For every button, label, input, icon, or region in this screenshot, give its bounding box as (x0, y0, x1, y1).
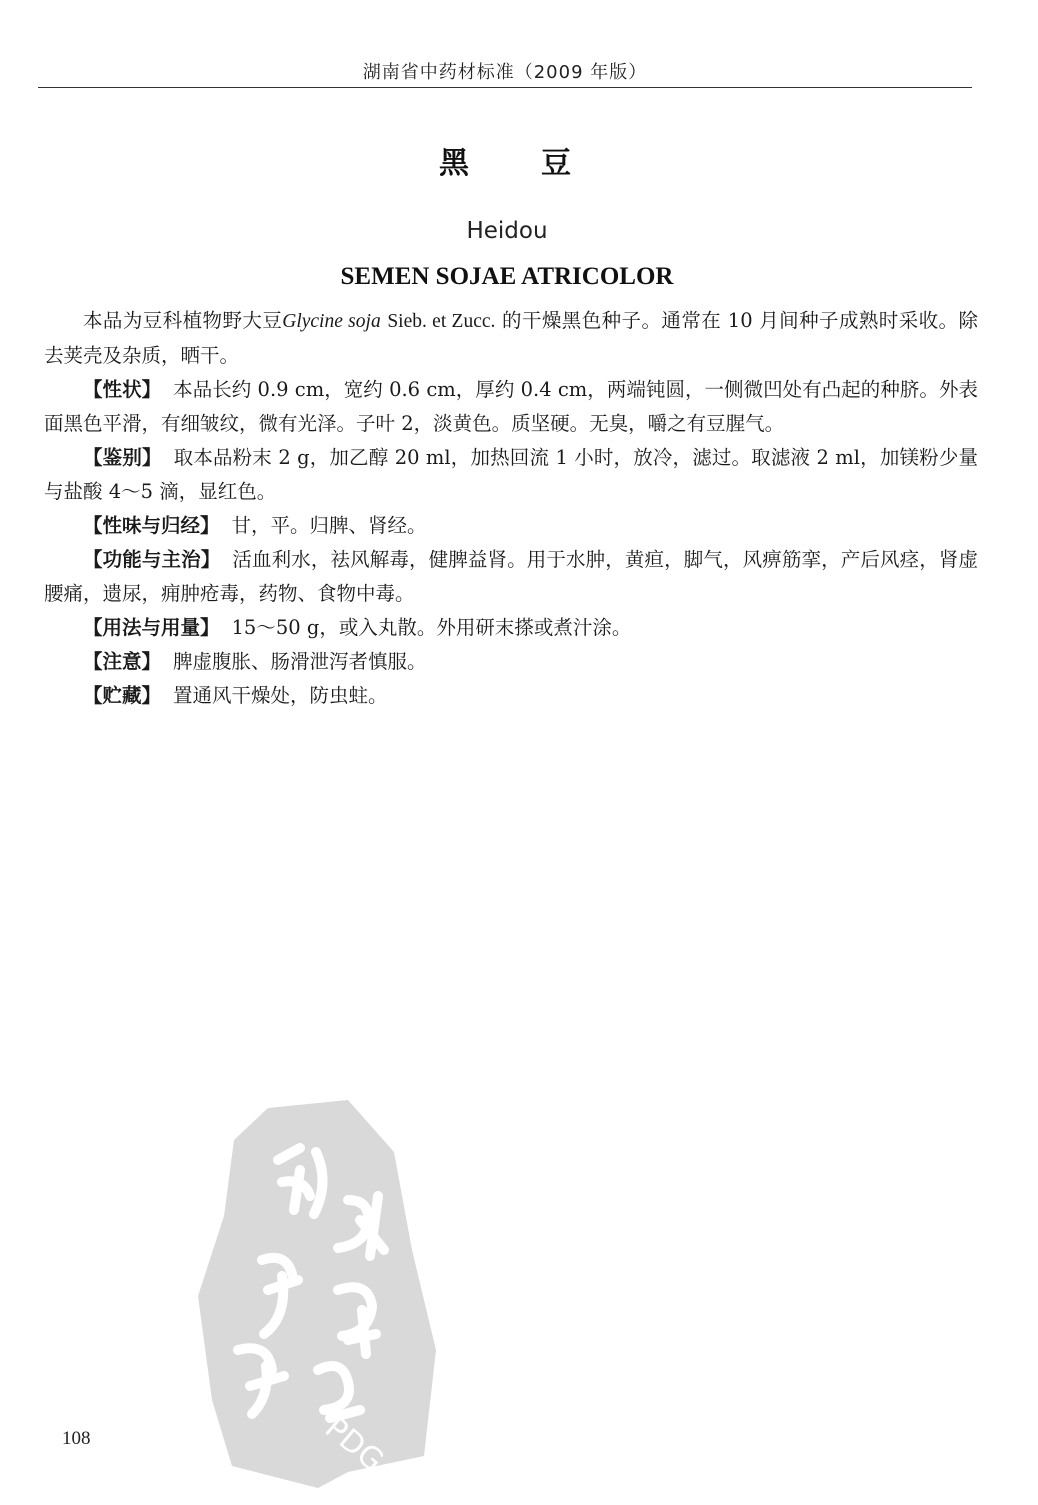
identification-paragraph (44, 441, 978, 509)
property-label: 【性味与归经】 (83, 514, 220, 537)
function-label: 【功能与主治】 (83, 548, 221, 571)
caution-paragraph (44, 645, 978, 679)
dosage-text: 15～50 g，或入丸散。外用研末搽或煮汁涂。 (231, 616, 632, 639)
description-text: 本品长约 0.9 cm，宽约 0.6 cm，厚约 0.4 cm，两端钝圆，一侧微凹处有凸起的种脐。外表面黑色平滑，有细皱纹，微有光泽。子叶 2，淡黄色。质坚硬。无臭，嚼之有豆腥气。 (44, 378, 978, 435)
storage-label: 【贮藏】 (83, 684, 162, 707)
property-paragraph (44, 509, 978, 543)
storage-text: 置通风干燥处，防虫蛀。 (173, 684, 388, 707)
identification-label: 【鉴别】 (83, 446, 162, 469)
description-label: 【性状】 (83, 378, 162, 401)
entry-title-pinyin: Heidou (466, 218, 548, 244)
watermark-text: PDG (318, 1410, 391, 1479)
entry-title-latin: SEMEN SOJAE ATRICOLOR (340, 263, 674, 290)
species-name: Glycine soja (282, 311, 381, 332)
entry-title-chinese: 黑豆 (439, 146, 643, 181)
intro-text-2: 的干燥黑色种子。通常在 10 月间种子成熟时采收。除去荚壳及杂质，晒干。 (44, 309, 978, 367)
function-paragraph (44, 543, 978, 611)
caution-text: 脾虚腹胀、肠滑泄泻者慎服。 (173, 650, 427, 673)
dosage-label: 【用法与用量】 (83, 616, 220, 639)
function-text: 活血利水，祛风解毒，健脾益肾。用于水肿，黄疸，脚气，风痹筋挛，产后风痉，肾虚腰痛，遗尿，痈肿疮毒，药物、食物中毒。 (44, 548, 978, 605)
page-number: 108 (62, 1428, 91, 1449)
caution-label: 【注意】 (83, 650, 162, 673)
pdg-watermark-seal (198, 1100, 438, 1490)
storage-paragraph (44, 679, 978, 713)
monograph-body (44, 304, 978, 713)
header-rule (38, 87, 972, 88)
species-author: Sieb. et Zucc. (387, 311, 496, 332)
property-text: 甘，平。归脾、肾经。 (231, 514, 427, 537)
identification-text: 取本品粉末 2 g，加乙醇 20 ml，加热回流 1 小时，放冷，滤过。取滤液 2 ml，加镁粉少量与盐酸 4～5 滴，显红色。 (44, 446, 978, 503)
intro-paragraph (44, 304, 978, 373)
dosage-paragraph (44, 611, 978, 645)
intro-text-1: 本品为豆科植物野大豆 (83, 309, 283, 332)
description-paragraph (44, 373, 978, 441)
running-header: 湖南省中药材标准（2009 年版） (362, 62, 648, 83)
